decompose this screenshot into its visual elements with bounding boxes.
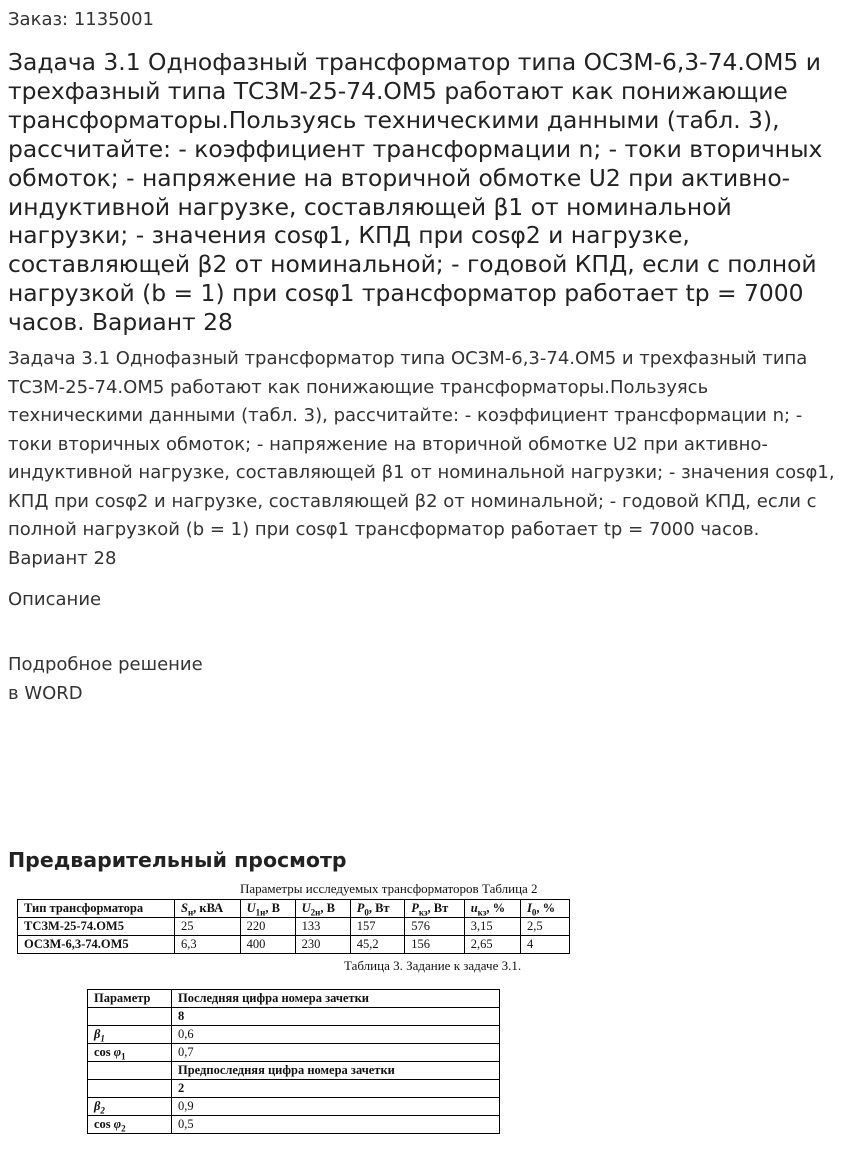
table-cell [88, 1080, 172, 1098]
table-row [88, 990, 500, 1008]
prelast-digit-value: 2 [172, 1080, 500, 1098]
table-cell: 157 [350, 918, 405, 936]
table-cell: 576 [405, 918, 465, 936]
cos1-value: 0,7 [172, 1044, 500, 1062]
table-cell: 2,65 [464, 936, 520, 954]
table-cell: 156 [405, 936, 465, 954]
table-row [88, 1044, 500, 1062]
beta1-label: $\beta_1$ [88, 1026, 172, 1044]
table-cell: ТСЗМ-25-74.ОМ5 [18, 918, 175, 936]
param-header: Параметр [88, 990, 172, 1008]
beta1-value: 0,6 [172, 1026, 500, 1044]
table-cell: 2,5 [521, 918, 570, 936]
table3-caption: Таблица 3. Задание к задаче 3.1. [344, 958, 522, 973]
solution-note [8, 651, 203, 708]
table-row [88, 1080, 500, 1098]
beta2-value: 0,9 [172, 1098, 500, 1116]
table-row [18, 918, 570, 936]
header-sn: $S_н$, кВА [175, 900, 241, 918]
table-header-row [18, 900, 570, 918]
table-row [88, 1062, 500, 1080]
cos2-label: $\cos \varphi_2$ [88, 1116, 172, 1134]
order-number: Заказ: 1135001 [8, 9, 154, 30]
header-u1: $U_{1н}$, В [240, 900, 295, 918]
cos2-value: 0,5 [172, 1116, 500, 1134]
last-digit-value: 8 [172, 1008, 500, 1026]
table-cell: 6,3 [175, 936, 241, 954]
table-cell: 400 [240, 936, 295, 954]
table-cell: 230 [295, 936, 350, 954]
transformer-params-table [17, 899, 570, 954]
table-cell: ОСЗМ-6,3-74.ОМ5 [18, 936, 175, 954]
table-cell: 4 [521, 936, 570, 954]
description-label: Описание [8, 589, 102, 610]
header-pk: $P_{кз}$, Вт [405, 900, 465, 918]
task-description: Задача 3.1 Однофазный трансформатор типа ОСЗМ-6,3-74.ОМ5 и трехфазный типа ТСЗМ-25-74.ОМ5 работают как понижающие трансформаторы.Пользуясь техническими данными (табл. 3), рассчитайте: - коэффициент трансформации n; - токи вторичных обмоток; - напряжение на вторичной обмотке U2 при активно-индуктивной нагрузке, составляющей β1 от номинальной нагрузки; - значения cosφ1, КПД при cosφ2 и нагрузке, составляющей β2 от номинальной; - годовой КПД, если с полной нагрузкой (b = 1) при cosφ1 трансформатор работает tр = 7000 часов. Вариант 28 [8, 348, 835, 569]
table-row [18, 936, 570, 954]
header-uk: $u_{кз}$, % [464, 900, 520, 918]
table-cell [88, 1008, 172, 1026]
beta2-label: $\beta_2$ [88, 1098, 172, 1116]
solution-line-2: в WORD [8, 682, 83, 704]
preview-heading: Предварительный просмотр [8, 848, 347, 872]
prelast-digit-header: Предпоследняя цифра номера зачетки [172, 1062, 500, 1080]
table-row [88, 1116, 500, 1134]
table2-caption: Параметры исследуемых трансформаторов Таблица 2 [240, 881, 538, 896]
last-digit-header: Последняя цифра номера зачетки [172, 990, 500, 1008]
table-cell: 220 [240, 918, 295, 936]
table-cell: 45,2 [350, 936, 405, 954]
header-p0: $P_0$, Вт [350, 900, 405, 918]
table-row [88, 1098, 500, 1116]
table-cell: 3,15 [464, 918, 520, 936]
header-type: Тип трансформатора [18, 900, 175, 918]
solution-line-1: Подробное решение [8, 654, 203, 675]
task-params-table [87, 989, 500, 1134]
table-cell [88, 1062, 172, 1080]
table-row [88, 1008, 500, 1026]
header-i0: $I_0$, % [521, 900, 570, 918]
cos1-label: $\cos \varphi_1$ [88, 1044, 172, 1062]
header-u2: $U_{2н}$, В [295, 900, 350, 918]
table-cell: 25 [175, 918, 241, 936]
table-row [88, 1026, 500, 1044]
table-cell: 133 [295, 918, 350, 936]
page-title: Задача 3.1 Однофазный трансформатор типа ОСЗМ-6,3-74.ОМ5 и трехфазный типа ТСЗМ-25-74.ОМ5 работают как понижающие трансформаторы.Пользуясь техническими данными (табл. 3), рассчитайте: - коэффициент трансформации n; - токи вторичных обмоток; - напряжение на вторичной обмотке U2 при активно-индуктивной нагрузке, составляющей β1 от номинальной нагрузки; - значения cosφ1, КПД при cosφ2 и нагрузке, составляющей β2 от номинальной; - годовой КПД, если с полной нагрузкой (b = 1) при cosφ1 трансформатор работает tр = 7000 часов. Вариант 28 [8, 48, 823, 337]
